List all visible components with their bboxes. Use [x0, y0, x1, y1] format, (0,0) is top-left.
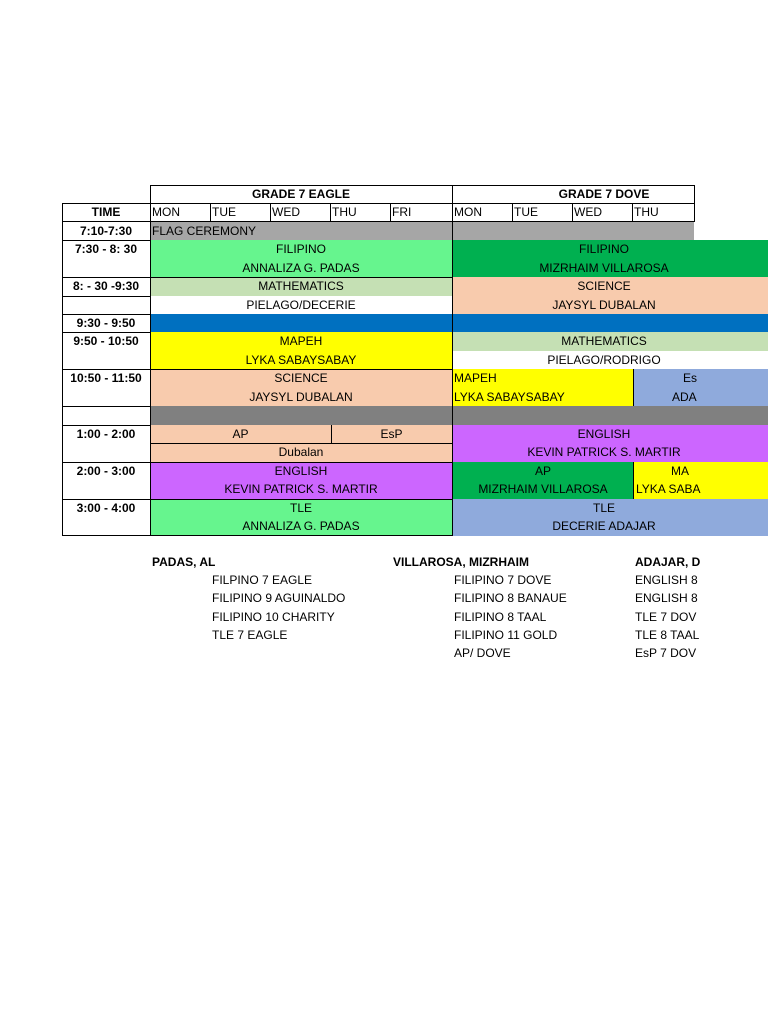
teaching-load: FILIPINO 9 AGUINALDO [212, 591, 346, 606]
dove-teacher-pielago: PIELAGO/RODRIGO [547, 353, 661, 367]
day-dove-thu: THU [634, 205, 659, 219]
day-dove-wed: WED [574, 205, 602, 219]
teacher-loads-padas [212, 571, 345, 644]
dove-teacher-sabaysabay-2: LYKA SABA [636, 482, 701, 496]
time-slot: 2:00 - 3:00 [76, 464, 136, 478]
dove-subject-filipino: FILIPINO [578, 242, 629, 256]
teacher-loads-adajar [635, 571, 700, 662]
teacher-name: VILLAROSA, MIZRHAIM [393, 555, 529, 569]
eagle-subject-filipino: FILIPINO [275, 242, 326, 256]
teaching-load: AP/ DOVE [454, 646, 511, 661]
time-slot: 3:00 - 4:00 [76, 501, 136, 515]
eagle-subject-science: SCIENCE [274, 371, 328, 385]
dove-subject-english: ENGLISH [577, 427, 631, 441]
day-eagle-fri: FRI [392, 205, 412, 219]
eagle-subject-esp: EsP [380, 427, 403, 441]
eagle-teacher-pielago: PIELAGO/DECERIE [246, 298, 356, 312]
dove-teacher-martir: KEVIN PATRICK S. MARTIR [527, 445, 681, 459]
teacher-block-padas [152, 553, 215, 571]
eagle-subject-ap: AP [232, 427, 249, 441]
teaching-load: FILIPINO 8 TAAL [454, 609, 547, 624]
dove-teacher-adajar: ADA [672, 390, 697, 404]
time-slot: 7:30 - 8: 30 [74, 242, 138, 256]
teaching-load: TLE 8 TAAL [635, 627, 700, 642]
eagle-teacher-sabaysabay: LYKA SABAYSABAY [245, 353, 357, 367]
dove-subject-ap: AP [534, 464, 551, 478]
time-slot: 8: - 30 -9:30 [72, 279, 140, 293]
day-eagle-mon: MON [152, 205, 180, 219]
dove-teacher-villarosa: MIZRHAIM VILLAROSA [539, 261, 669, 275]
teacher-loads-villarosa [454, 571, 567, 662]
day-dove-mon: MON [454, 205, 482, 219]
time-slot: 7:10-7:30 [79, 224, 133, 238]
day-dove-tue: TUE [514, 205, 538, 219]
teaching-load: TLE 7 EAGLE [212, 627, 288, 642]
dove-teacher-dubalan: JAYSYL DUBALAN [552, 298, 656, 312]
dove-subject-mapeh: MAPEH [454, 371, 497, 385]
teaching-load: FILPINO 7 EAGLE [212, 573, 313, 587]
header-grade-7-eagle: GRADE 7 EAGLE [251, 187, 350, 201]
teacher-name: PADAS, AL [152, 555, 216, 569]
break-blue-fill [150, 314, 768, 332]
dove-esp-fill [634, 369, 768, 406]
eagle-subject-mapeh: MAPEH [279, 334, 323, 348]
teaching-load: FILIPINO 11 GOLD [454, 627, 558, 642]
teacher-name: ADAJAR, D [635, 555, 701, 569]
dove-subject-science: SCIENCE [577, 279, 631, 293]
dove-subject-mapeh-2: MA [671, 464, 689, 478]
dove-subject-esp: Es [683, 371, 698, 385]
time-slot: 9:50 - 10:50 [73, 334, 139, 348]
lunch-gray-fill [150, 406, 768, 425]
time-slot: 1:00 - 2:00 [76, 427, 136, 441]
dove-teacher-adajar-tle: DECERIE ADAJAR [552, 519, 656, 533]
teaching-load: FILIPINO 7 DOVE [454, 573, 552, 587]
teaching-load: EsP 7 DOV [635, 646, 697, 661]
teaching-load: FILIPINO 8 BANAUE [454, 591, 567, 606]
teaching-load: FILIPINO 10 CHARITY [212, 609, 335, 624]
eagle-subject-tle: TLE [289, 501, 312, 515]
teaching-load: ENGLISH 8 [635, 591, 698, 606]
eagle-teacher-padas: ANNALIZA G. PADAS [242, 261, 360, 275]
teaching-load: TLE 7 DOV [635, 609, 697, 624]
eagle-teacher-padas-tle: ANNALIZA G. PADAS [242, 519, 360, 533]
flag-ceremony-label: FLAG CEREMONY [152, 224, 257, 238]
day-eagle-wed: WED [272, 205, 300, 219]
dove-subject-tle: TLE [592, 501, 615, 515]
teacher-block-villarosa [393, 553, 529, 571]
teaching-load: ENGLISH 8 [635, 573, 698, 587]
dove-subject-mathematics: MATHEMATICS [561, 334, 647, 348]
day-eagle-tue: TUE [212, 205, 236, 219]
dove-teacher-sabaysabay: LYKA SABAYSABAY [454, 390, 565, 404]
eagle-teacher-dubalan: JAYSYL DUBALAN [249, 390, 353, 404]
eagle-subject-mathematics: MATHEMATICS [258, 279, 344, 293]
header-grade-7-dove: GRADE 7 DOVE [558, 187, 650, 201]
time-slot: 10:50 - 11:50 [70, 371, 142, 385]
eagle-teacher-martir: KEVIN PATRICK S. MARTIR [224, 482, 378, 496]
eagle-teacher-dubalan-short: Dubalan [278, 445, 324, 459]
teacher-block-adajar [635, 553, 701, 571]
time-slot: 9:30 - 9:50 [76, 316, 136, 330]
day-eagle-thu: THU [332, 205, 357, 219]
time-column-header: TIME [91, 205, 121, 219]
eagle-subject-english: ENGLISH [274, 464, 328, 478]
dove-teacher-villarosa-ap: MIZRHAIM VILLAROSA [478, 482, 608, 496]
